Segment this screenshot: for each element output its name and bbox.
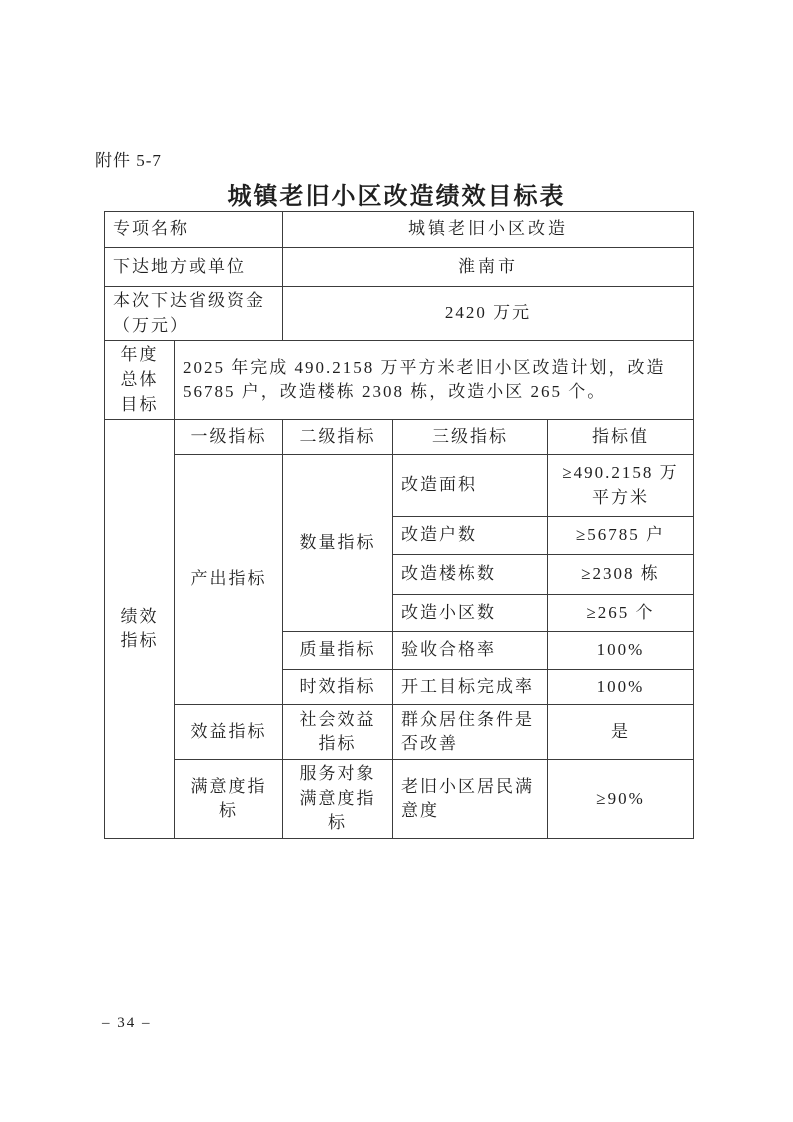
group-satisfaction-label: 满意度指标 (175, 760, 283, 839)
table-row (105, 248, 694, 287)
group-service-satisfaction-label: 服务对象满意度指标 (283, 760, 393, 839)
page-title: 城镇老旧小区改造绩效目标表 (227, 184, 566, 210)
table-row (105, 705, 694, 760)
group-quality-label: 质量指标 (283, 632, 393, 670)
group-social-benefit-label: 社会效益指标 (283, 705, 393, 760)
provincial-fund-label: 本次下达省级资金（万元） (105, 287, 283, 341)
metric-value: 100% (548, 670, 694, 705)
table-row (105, 760, 694, 839)
metric-name: 改造面积 (393, 455, 548, 517)
special-project-name-label: 专项名称 (105, 212, 283, 248)
issued-region-value: 淮南市 (283, 248, 694, 287)
page-number: – 34 – (102, 1015, 152, 1031)
metric-name: 群众居住条件是否改善 (393, 705, 548, 760)
metric-name: 开工目标完成率 (393, 670, 548, 705)
group-quantity-label: 数量指标 (283, 455, 393, 632)
metric-value: ≥2308 栋 (548, 555, 694, 595)
indicators-section-label: 绩效指标 (105, 420, 175, 839)
header-level1: 一级指标 (175, 420, 283, 455)
attachment-label: 附件 5-7 (95, 151, 162, 170)
metric-name: 改造小区数 (393, 595, 548, 632)
metric-name: 改造户数 (393, 517, 548, 555)
header-value: 指标值 (548, 420, 694, 455)
metric-value: ≥56785 户 (548, 517, 694, 555)
metric-value: ≥490.2158 万平方米 (548, 455, 694, 517)
performance-target-table (104, 211, 694, 839)
provincial-fund-value: 2420 万元 (283, 287, 694, 341)
table-header-row (105, 420, 694, 455)
metric-name: 验收合格率 (393, 632, 548, 670)
metric-name: 改造楼栋数 (393, 555, 548, 595)
metric-name: 老旧小区居民满意度 (393, 760, 548, 839)
table-row (105, 212, 694, 248)
header-level2: 二级指标 (283, 420, 393, 455)
group-timeliness-label: 时效指标 (283, 670, 393, 705)
table-row (105, 341, 694, 420)
special-project-name-value: 城镇老旧小区改造 (283, 212, 694, 248)
group-benefit-label: 效益指标 (175, 705, 283, 760)
annual-goal-text: 2025 年完成 490.2158 万平方米老旧小区改造计划，改造 56785 户，改造楼栋 2308 栋，改造小区 265 个。 (175, 341, 694, 420)
table-row (105, 455, 694, 517)
group-output-label: 产出指标 (175, 455, 283, 705)
metric-value: 是 (548, 705, 694, 760)
metric-value: ≥265 个 (548, 595, 694, 632)
metric-value: ≥90% (548, 760, 694, 839)
table-row (105, 287, 694, 341)
annual-goal-label: 年度总体目标 (105, 341, 175, 420)
header-level3: 三级指标 (393, 420, 548, 455)
issued-region-label: 下达地方或单位 (105, 248, 283, 287)
metric-value: 100% (548, 632, 694, 670)
